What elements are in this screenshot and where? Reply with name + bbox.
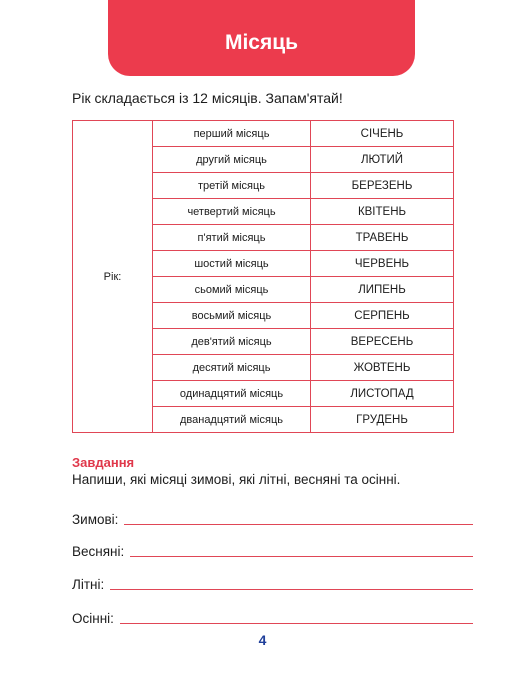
month-name-cell: ЛЮТИЙ — [311, 147, 454, 173]
month-ordinal-cell: другий місяць — [153, 147, 311, 173]
answer-row-summer — [72, 573, 473, 593]
month-ordinal-cell: десятий місяць — [153, 355, 311, 381]
task-title: Завдання — [72, 455, 135, 470]
month-ordinal-cell: восьмий місяць — [153, 303, 311, 329]
month-ordinal-cell: третій місяць — [153, 173, 311, 199]
month-name-cell: БЕРЕЗЕНЬ — [311, 173, 454, 199]
month-name-cell: СІЧЕНЬ — [311, 121, 454, 147]
table-row — [73, 121, 454, 147]
answer-line-winter[interactable] — [124, 523, 473, 525]
page-header — [108, 0, 415, 76]
month-ordinal-cell: п'ятий місяць — [153, 225, 311, 251]
answer-label-winter: Зимові: — [72, 512, 119, 527]
answer-line-autumn[interactable] — [120, 622, 473, 624]
page-title: Місяць — [224, 31, 299, 54]
month-name-cell: КВІТЕНЬ — [311, 199, 454, 225]
month-ordinal-cell: сьомий місяць — [153, 277, 311, 303]
answer-row-spring — [72, 540, 473, 560]
month-name-cell: ЛИСТОПАД — [311, 381, 454, 407]
month-ordinal-cell: шостий місяць — [153, 251, 311, 277]
month-ordinal-cell: одинадцятий місяць — [153, 381, 311, 407]
answer-row-autumn — [72, 607, 473, 627]
month-name-cell: ГРУДЕНЬ — [311, 407, 454, 433]
month-name-cell: ВЕРЕСЕНЬ — [311, 329, 454, 355]
month-name-cell: СЕРПЕНЬ — [311, 303, 454, 329]
month-ordinal-cell: перший місяць — [153, 121, 311, 147]
intro-text: Рік складається із 12 місяців. Запам'ятай! — [72, 90, 343, 106]
answer-row-winter — [72, 508, 473, 528]
month-name-cell: ЛИПЕНЬ — [311, 277, 454, 303]
months-table-body — [73, 121, 454, 433]
month-name-cell: ЖОВТЕНЬ — [311, 355, 454, 381]
answer-line-summer[interactable] — [110, 588, 473, 590]
answer-label-spring: Весняні: — [72, 544, 125, 559]
answer-label-autumn: Осінні: — [72, 611, 114, 626]
year-label-cell: Рік: — [73, 121, 153, 433]
month-name-cell: ТРАВЕНЬ — [311, 225, 454, 251]
months-table — [72, 120, 454, 433]
month-ordinal-cell: дванадцятий місяць — [153, 407, 311, 433]
answer-line-spring[interactable] — [130, 555, 473, 557]
month-ordinal-cell: дев'ятий місяць — [153, 329, 311, 355]
answer-label-summer: Літні: — [72, 577, 105, 592]
month-name-cell: ЧЕРВЕНЬ — [311, 251, 454, 277]
month-ordinal-cell: четвертий місяць — [153, 199, 311, 225]
page-number: 4 — [258, 632, 267, 648]
task-instruction: Напиши, які місяці зимові, які літні, весняні та осінні. — [72, 472, 401, 487]
